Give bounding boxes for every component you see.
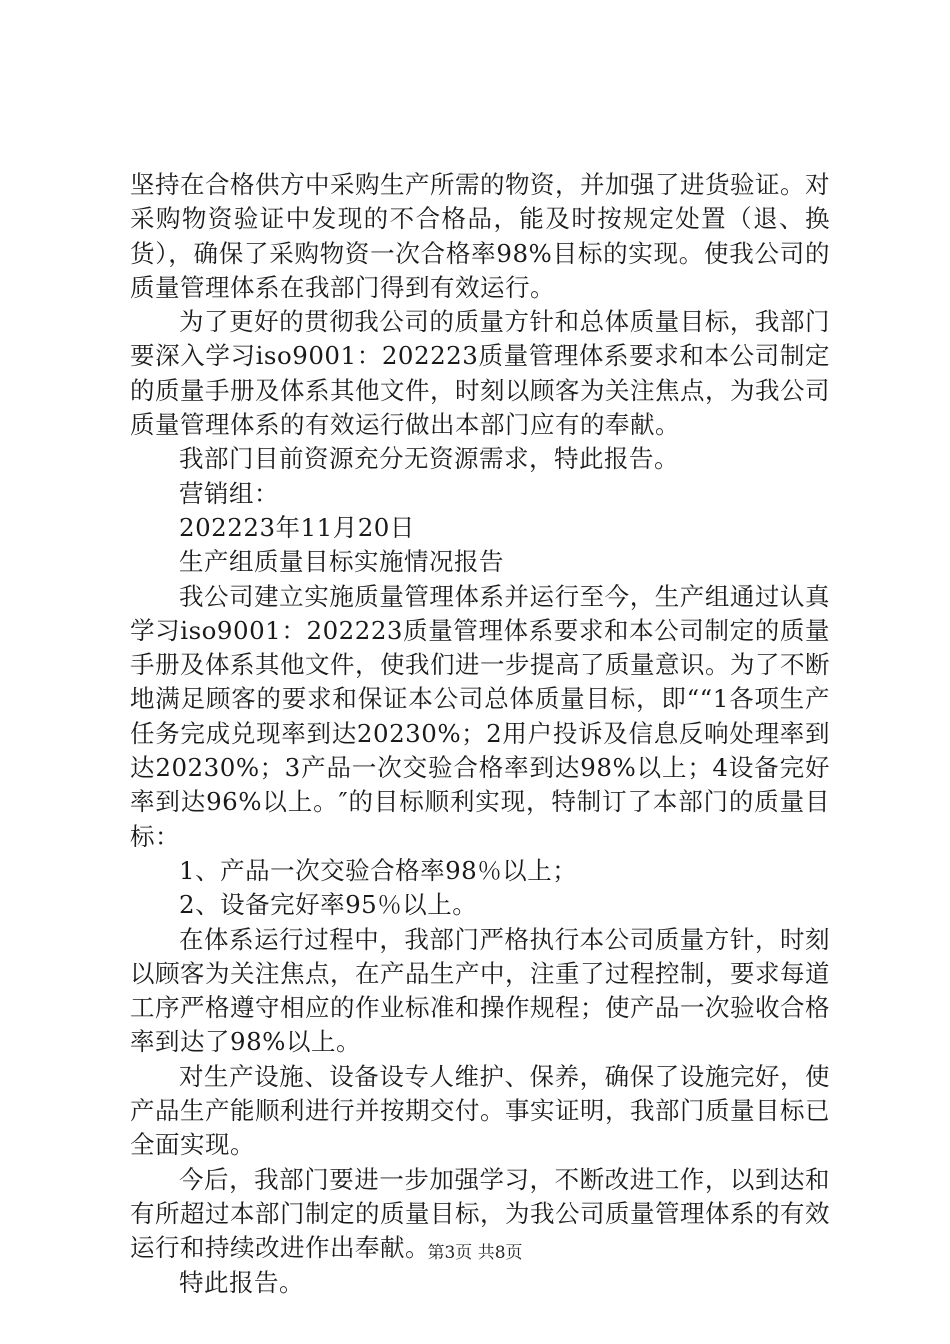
- section-title: 生产组质量目标实施情况报告: [179, 547, 504, 577]
- goal-item-1: 1、产品一次交验合格率98％以上；: [179, 855, 578, 885]
- paragraph-resources: 我部门目前资源充分无资源需求，特此报告。: [179, 444, 679, 474]
- page-number: 第3页: [427, 1243, 473, 1263]
- paragraph-procurement: 坚持在合格供方中采购生产所需的物资，并加强了进货验证。对采购物资验证中发现的不合格品，能及时按规定处置（退、换货），确保了采购物资一次合格率98%目标的实现。使我公司的质量管理体系在我部门得到有效运行。: [130, 170, 830, 302]
- paragraph-future: 今后，我部门要进一步加强学习，不断改进工作，以到达和有所超过本部门制定的质量目标，为我公司质量管理体系的有效运行和持续改进作出奉献。: [130, 1164, 830, 1263]
- page-footer: [0, 1241, 950, 1265]
- paragraph-process-control: 在体系运行过程中，我部门严格执行本公司质量方针，时刻以顾客为关注焦点，在产品生产中，注重了过程控制，要求每道工序严格遵守相应的作业标准和操作规程；使产品一次验收合格率到达了98%以上。: [130, 924, 830, 1057]
- signature-department: 营销组：: [179, 478, 279, 508]
- paragraph-quality-policy: 为了更好的贯彻我公司的质量方针和总体质量目标，我部门要深入学习iso9001：202223质量管理体系要求和本公司制定的质量手册及体系其他文件，时刻以顾客为关注焦点，为我公司质量管理体系的有效运行做出本部门应有的奉献。: [130, 307, 830, 440]
- paragraph-equipment: 对生产设施、设备设专人维护、保养，确保了设施完好，使产品生产能顺利进行并按期交付。事实证明，我部门质量目标已全面实现。: [130, 1061, 830, 1160]
- page-total: 共8页: [477, 1243, 523, 1263]
- document-body: [130, 168, 830, 1300]
- paragraph-closing: 特此报告。: [179, 1267, 304, 1297]
- goal-item-2: 2、设备完好率95％以上。: [179, 890, 478, 920]
- signature-date: 202223年11月20日: [179, 512, 415, 542]
- paragraph-production-intro: 我公司建立实施质量管理体系并运行至今，生产组通过认真学习iso9001：202223质量管理体系要求和本公司制定的质量手册及体系其他文件，使我们进一步提高了质量意识。为了不断地满足顾客的要求和保证本公司总体质量目标，即““1各项生产任务完成兑现率到达20230%；2用户投诉及信息反响处理率到达20230%；3产品一次交验合格率到达98%以上；4设备完好率到达96%以上。″的目标顺利实现，特制订了本部门的质量目标：: [130, 581, 830, 851]
